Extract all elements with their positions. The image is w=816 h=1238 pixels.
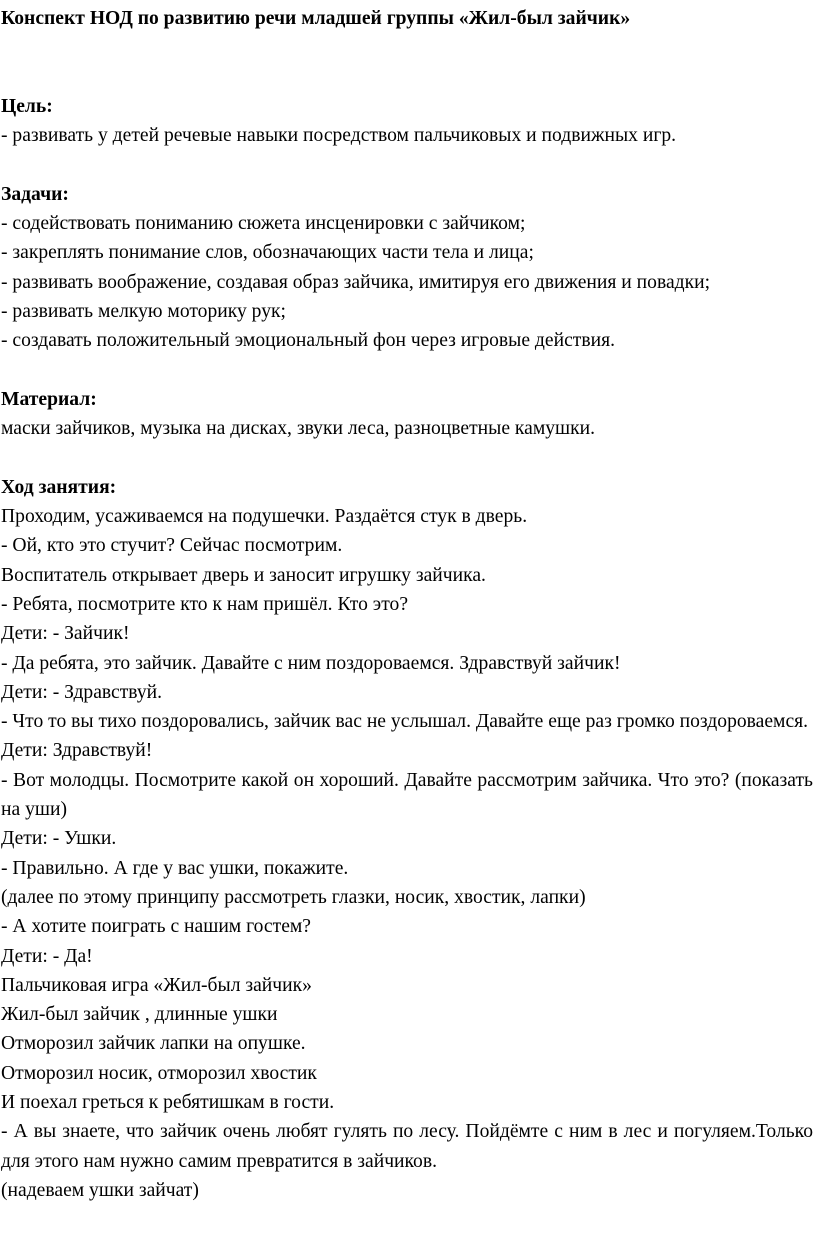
spacer [1, 63, 813, 92]
spacer [1, 443, 813, 472]
lesson-line: Дети: - Здравствуй. [1, 681, 163, 703]
task-item: - создавать положительный эмоциональный фон через игровые действия. [1, 330, 615, 352]
poem-line: Отморозил зайчик лапки на опушке. [1, 1033, 306, 1055]
lesson-line: - Что то вы тихо поздоровались, зайчик вас не услышал. Давайте еще раз громко поздороваемся. [1, 711, 809, 733]
task-item: - развивать воображение, создавая образ зайчика, имитируя его движения и повадки; [1, 271, 711, 293]
lesson-line: (надеваем ушки зайчат) [1, 1179, 199, 1201]
spacer [1, 356, 813, 385]
spacer [1, 33, 813, 62]
poem-line: Отморозил носик, отморозил хвостик [1, 1062, 317, 1084]
spacer [1, 150, 813, 179]
lesson-line: - Ой, кто это стучит? Сейчас посмотрим. [1, 535, 343, 557]
lesson-line: - Вот молодцы. Посмотрите какой он хороший. Давайте рассмотрим зайчика. Что это? (показать на уши) [1, 769, 813, 821]
material-heading: Материал: [1, 388, 97, 410]
poem-line: И поехал греться к ребятишкам в гости. [1, 1091, 335, 1113]
lesson-line: - А вы знаете, что зайчик очень любят гулять по лесу. Пойдёмте с ним в лес и погуляем.Только для этого нам нужно самим превратится в зайчиков. [1, 1121, 813, 1172]
lesson-line: Пальчиковая игра «Жил-был зайчик» [1, 974, 312, 996]
task-item: - закреплять понимание слов, обозначающих части тела и лица; [1, 242, 534, 264]
lesson-line: - Ребята, посмотрите кто к нам пришёл. Кто это? [1, 593, 409, 615]
task-item: - развивать мелкую моторику рук; [1, 300, 286, 322]
lesson-line: - Да ребята, это зайчик. Давайте с ним поздороваемся. Здравствуй зайчик! [1, 652, 621, 674]
lesson-line: - А хотите поиграть с нашим гостем? [1, 916, 311, 938]
lesson-line: Дети: - Ушки. [1, 828, 117, 850]
goal-text: - развивать у детей речевые навыки посредством пальчиковых и подвижных игр. [1, 125, 677, 147]
lesson-line: - Правильно. А где у вас ушки, покажите. [1, 857, 349, 879]
task-item: - содействовать пониманию сюжета инсценировки с зайчиком; [1, 213, 526, 235]
goal-heading: Цель: [1, 95, 53, 117]
lesson-line: Дети: - Зайчик! [1, 623, 130, 645]
lesson-line: Воспитатель открывает дверь и заносит игрушку зайчика. [1, 564, 486, 586]
lesson-line: Проходим, усаживаемся на подушечки. Раздаётся стук в дверь. [1, 506, 528, 528]
material-text: маски зайчиков, музыка на дисках, звуки леса, разноцветные камушки. [1, 418, 596, 440]
page-title: Конспект НОД по развитию речи младшей группы «Жил-был зайчик» [1, 8, 631, 29]
lesson-line: Дети: - Да! [1, 945, 93, 967]
tasks-heading: Задачи: [1, 183, 69, 205]
lesson-line: (далее по этому принципу рассмотреть глазки, носик, хвостик, лапки) [1, 886, 586, 908]
lesson-line: Дети: Здравствуй! [1, 740, 153, 762]
poem-line: Жил-был зайчик , длинные ушки [1, 1004, 278, 1026]
lesson-heading: Ход занятия: [1, 476, 117, 498]
